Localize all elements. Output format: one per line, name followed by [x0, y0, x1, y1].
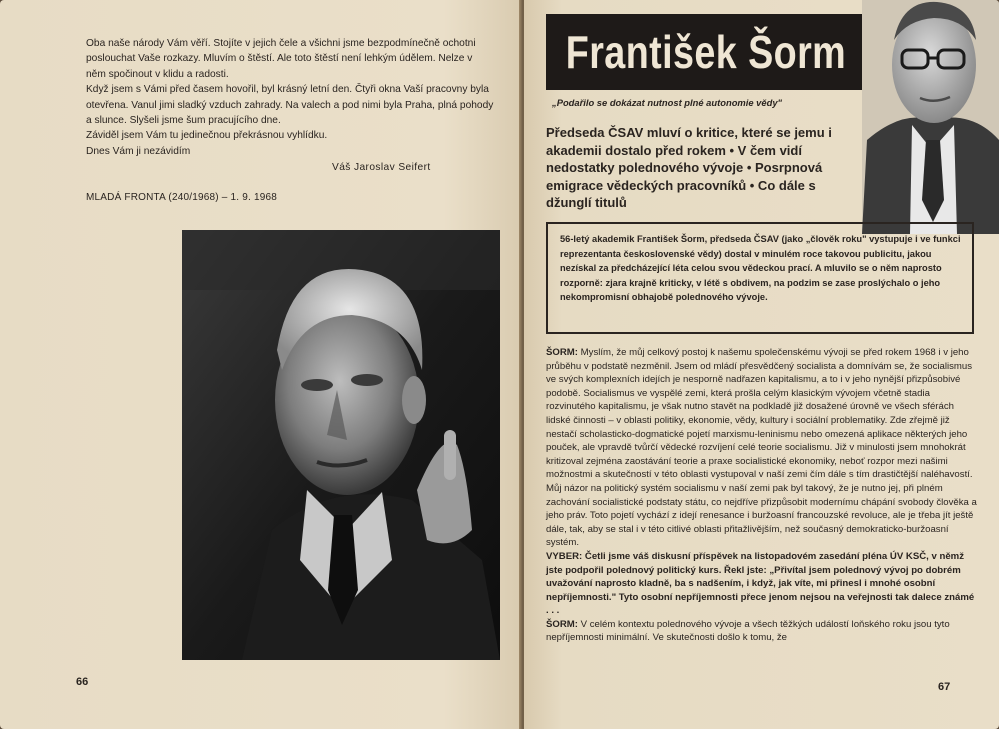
letter-paragraph: Oba naše národy Vám věří. Stojíte v jejich čele a všichni jsme bezpodmínečně ochotni poslouchat Vaše rozkazy. Mluvím o štěstí. Ale toto štěstí není lehkým údělem. Nelze v něm spočinout v klidu a radosti.: [86, 38, 476, 80]
title-banner: [546, 14, 866, 90]
page-number-left: 66: [76, 676, 89, 688]
speaker-label: ŠORM:: [546, 347, 578, 358]
speaker-label: VYBER:: [546, 550, 583, 562]
portrait-photo-elder-man: [182, 230, 500, 660]
letter-paragraph: Záviděl jsem Vám tu jedinečnou překrásnou vyhlídku.: [86, 130, 328, 142]
speaker-label: ŠORM:: [546, 618, 578, 630]
portrait-illustration: [182, 230, 500, 660]
article-subtitle-quote: „Podařilo se dokázat nutnost plné autonomie vědy": [552, 97, 782, 108]
paragraph-text: Můj názor na politický systém socialismu v naší zemi pak byl takový, že je nutno jej, při plném zachování socialistické podstaty státu, co nejdříve přizpůsobit modernímu chápání svobody člověka a jeho práv. Toto pojetí vychází z idejí renesance i buržoasní francouzské revoluce, ale je třeba jít ještě dále, tak, aby se stal i v této citlivé oblasti přitažlivějším, než současný demokraticko-buržoasní systém.: [546, 482, 977, 549]
interview-question: [546, 550, 978, 618]
interview-paragraph: [546, 346, 978, 482]
letter-text: [86, 36, 494, 159]
letter-paragraph: Dnes Vám ji nezávidím: [86, 145, 191, 157]
portrait-illustration: [862, 0, 999, 234]
letter-signature: Váš Jaroslav Seifert: [332, 162, 431, 173]
article-title: František Šorm: [565, 26, 847, 78]
portrait-photo-man-glasses: [862, 0, 999, 234]
article-lead: Předseda ČSAV mluví o kritice, které se jemu i akademii dostalo před rokem • V čem vidí nedostatky polednového vývoje • Posrpnová emigrace vědeckých pracovníků • Co dále s džunglí titulů: [546, 125, 832, 211]
interview-paragraph: [546, 482, 978, 550]
paragraph-text: Četli jsme váš diskusní příspěvek na listopadovém zasedání pléna ÚV KSČ, v němž jste podpořil polednový politický kurs. Řekl jste: „Přivítal jsem polednový vývoj po dobrém uvažování naprosto kladně, ba s nadšením, i když, jak víte, mi přinesl i mnohé osobní nepříjemnosti." Tyto osobní nepříjemnosti přece jenom nejsou na veřejnosti tak dalece známé . . .: [546, 550, 975, 617]
intro-text: 56-letý akademik František Šorm, předseda ČSAV (jako „člověk roku" vystupuje i ve funkci reprezentanta československé vědy) dostal v minulém roce takovou publicitu, jakou nezískal za předcházející léta celou svou vědeckou prací. A mluvilo se o něm naprosto rozporně: zjara krajně kriticky, v létě s obdivem, na podzim se zase proslýchalo o jeho nekompromisní obhajobě polednového vývoje.: [560, 234, 961, 303]
interview-paragraph: [546, 618, 978, 645]
right-page: [524, 0, 999, 729]
paragraph-text: V celém kontextu polednového vývoje a všech těžkých událostí loňského roku jsou tyto nepříjemnosti minimální. Ve skutečnosti došlo k tomu, že: [546, 618, 950, 644]
paragraph-text: Myslím, že můj celkový postoj k našemu společenskému vývoji se před rokem 1968 i v jeho průběhu v podstatě nezměnil. Jsem od mládí přesvědčený socialista a domnívám se, že socialismus ve svých komplexních idejích je nesporně nadřazen kapitalismu, a to i v jeho nynější přizpůsobivé podobě. Socialismus ve vyspělé zemi, která prošla celým klasickým vývojem včetně stadia rozvinutého kapitalismu, je však nutno stavět na podkladě již dosažené úrovně ve všech sférách lidské činnosti – v oblasti politiky, ekonomie, vědy, kultury i sociální problematiky. Zde zřejmě již nestačí scholasticko-dogmatické pojetí marxismu-leninismu nebo omezená aplikace některých jeho pouček, ale vpravdě tvůrčí vědecké rozvíjení celé teorie socialismu. Již v minulosti jsem mnohokrát kritizoval zejména zaostávání teorie a praxe socialistické ekonomiky, neboť rozpor mezi našimi možnostmi a skutečností v této oblasti vystupoval v naší zemi čím dále s tím drastičtější naléhavostí.: [546, 347, 973, 481]
intro-box: [546, 222, 974, 334]
page-number-right: 67: [938, 681, 951, 693]
interview-body: [546, 346, 978, 645]
letter-paragraph: Když jsem s Vámi před časem hovořil, byl krásný letní den. Čtyři okna Vaší pracovny byla otevřena. Vanul jimi sladký vzduch zahrady. Na valech a pod nimi byla Praha, plná pohody a slunce. Slyšeli jsme šum pracujícího dne.: [86, 84, 494, 127]
source-citation: MLADÁ FRONTA (240/1968) – 1. 9. 1968: [86, 192, 277, 203]
